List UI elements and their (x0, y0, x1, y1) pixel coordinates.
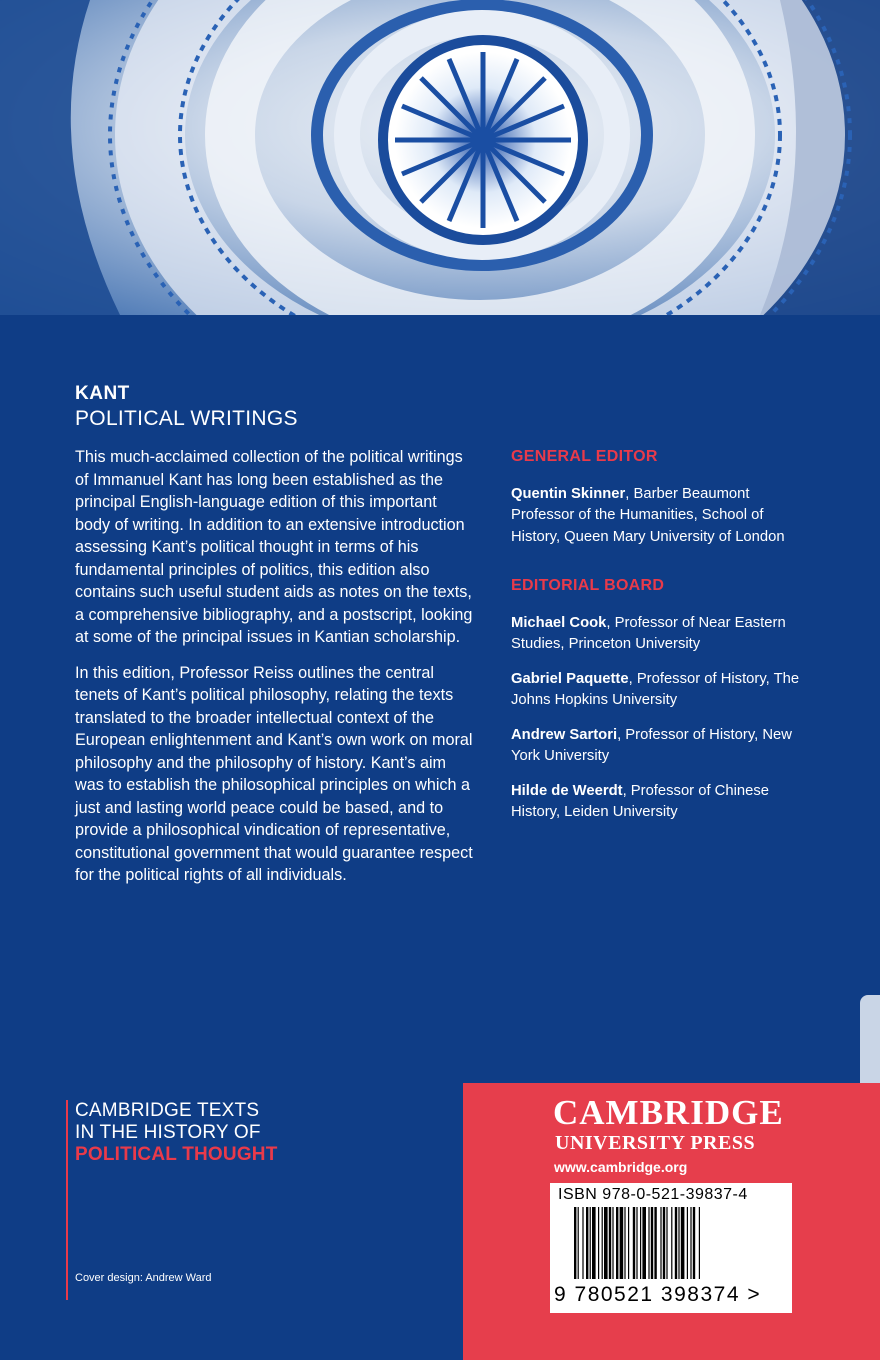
member-role: , Professor of History, The Johns Hopkins University (511, 670, 800, 708)
editor-role: , Barber Beaumont Professor of the Humanities, School of History, Queen Mary University of London (511, 485, 785, 545)
member-name: Michael Cook (511, 614, 607, 631)
spiral-staircase-image (0, 0, 880, 315)
member-role: , Professor of Chinese History, Leiden University (511, 782, 769, 820)
isbn-label: ISBN 978-0-521-39837-4 (558, 1186, 748, 1203)
cover-design-credit: Cover design: Andrew Ward (75, 1272, 212, 1284)
book-description (75, 446, 475, 900)
board-member (511, 613, 811, 656)
member-name: Hilde de Weerdt (511, 782, 623, 799)
book-subtitle: POLITICAL WRITINGS (75, 407, 298, 430)
board-member (511, 669, 811, 712)
member-role: , Professor of Near Eastern Studies, Princeton University (511, 614, 786, 652)
cover-photo-fragment (860, 995, 880, 1083)
general-editor-entry (511, 484, 811, 549)
barcode-number: 9 780521 398374 > (554, 1283, 762, 1306)
series-line-2: IN THE HISTORY OF (75, 1122, 261, 1143)
series-name (66, 1100, 278, 1300)
series-line-3: POLITICAL THOUGHT (75, 1144, 278, 1165)
editor-name: Quentin Skinner (511, 485, 626, 502)
cover-photo-staircase (0, 0, 880, 315)
publisher-press: UNIVERSITY PRESS (555, 1132, 756, 1154)
description-paragraph: In this edition, Professor Reiss outlines the central tenets of Kant’s political philosophy, relating the texts translated to the broader intellectual context of the European enlightenment and Kant’s own work on moral philosophy and the philosophy of history. Kant’s aim was to establish the philosophical principles on which a just and lasting world peace could be based, and to provide a philosophical vindication of representative, constitutional government that would guarantee respect for the political rights of all individuals. (75, 663, 473, 884)
board-member (511, 725, 811, 768)
isbn-barcode (550, 1183, 792, 1313)
publisher-panel (463, 1083, 880, 1360)
general-editor-heading: GENERAL EDITOR (511, 448, 658, 465)
editors-panel (511, 446, 811, 837)
member-name: Andrew Sartori (511, 726, 618, 743)
member-role: , Professor of History, New York University (511, 726, 792, 764)
book-title: KANT (75, 383, 130, 404)
member-name: Gabriel Paquette (511, 670, 629, 687)
editorial-board-heading: EDITORIAL BOARD (511, 577, 665, 594)
description-paragraph: This much-acclaimed collection of the political writings of Immanuel Kant has long been established as the principal English-language edition of this important body of writing. In addition to an extensive introduction assessing Kant’s political thought in terms of his fundamental principles of politics, this edition also contains such useful student aids as notes on the texts, a comprehensive bibliography, and a postscript, looking at some of the principal issues in Kantian scholarship. (75, 448, 473, 646)
publisher-name: CAMBRIDGE (553, 1093, 784, 1132)
publisher-url: www.cambridge.org (554, 1159, 688, 1175)
barcode-bars-icon (554, 1207, 788, 1281)
board-member (511, 781, 811, 824)
series-line-1: CAMBRIDGE TEXTS (75, 1100, 260, 1121)
